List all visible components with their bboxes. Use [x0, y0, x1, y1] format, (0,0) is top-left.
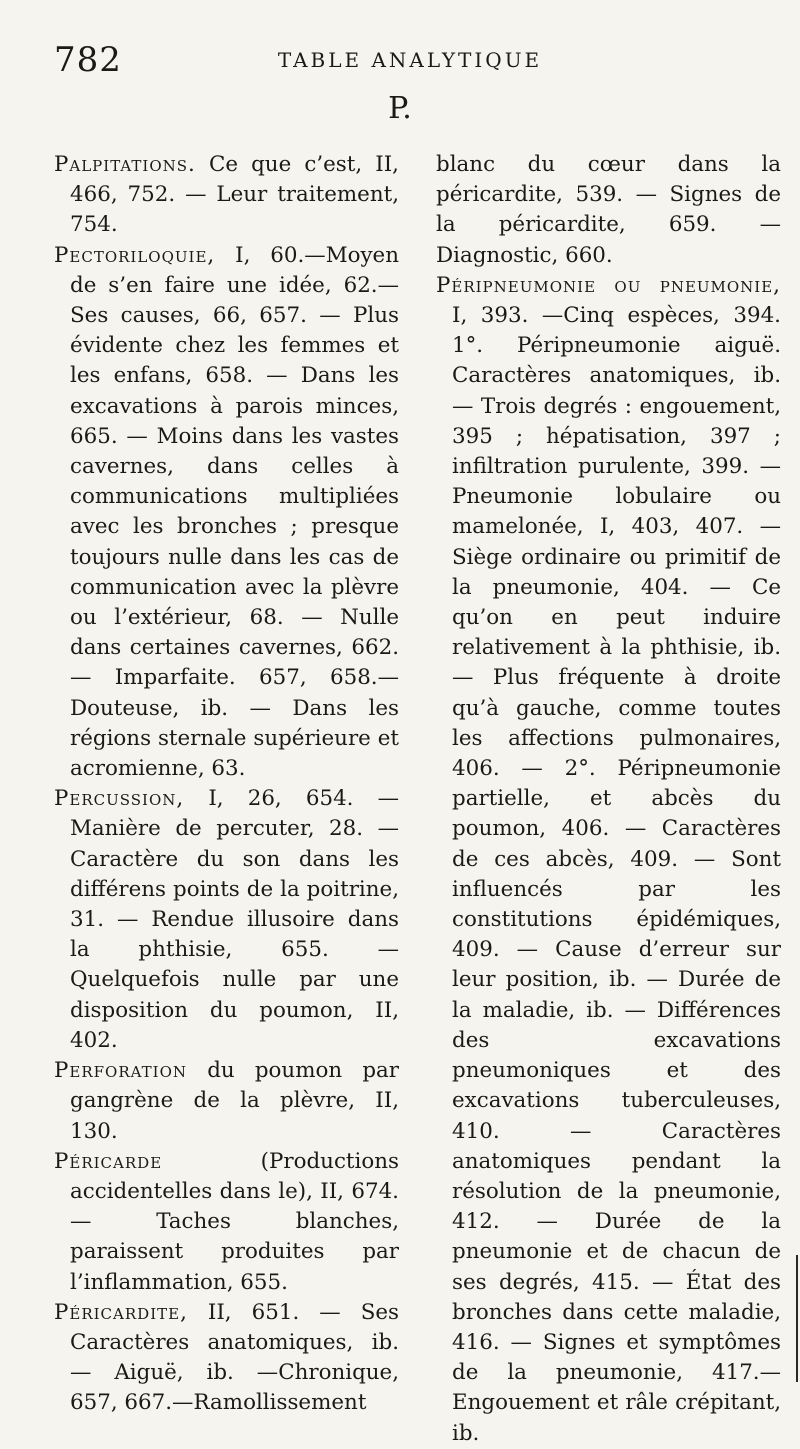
index-entry	[54, 784, 399, 1056]
entry-text: I, 60.—Moyen de s’en faire une idée, 62.— Ses causes, 66, 657. — Plus évidente chez les femmes et les enfans, 658. — Dans les excavations à parois minces, 665. — Moins dans les vastes cavernes, dans celles à communications multipliées avec les bronches ; presque toujours nulle dans les cas de communication avec la plèvre ou l’extérieur, 68. — Nulle dans certaines cavernes, 662. — Imparfaite. 657, 658.—Douteuse, ib. — Dans les régions sternale supérieure et acromienne, 63.	[70, 242, 399, 782]
entry-text: du poumon par gangrène de la plèvre, II, 130.	[70, 1058, 399, 1144]
index-entry	[436, 271, 781, 1449]
index-entry-continued	[436, 150, 781, 271]
entry-head: Percussion,	[54, 786, 185, 812]
index-entry	[54, 241, 399, 785]
left-column	[54, 150, 399, 1419]
entry-text: I, 26, 654. —Manière de percuter, 28. — Caractère du son dans les différens points de la poitrine, 31. — Rendue illusoire dans la phthisie, 655. — Quelquefois nulle par une disposition du poumon, II, 402.	[70, 786, 399, 1053]
entry-head: Péripneumonie ou pneumonie,	[436, 272, 781, 298]
running-head: TABLE ANALYTIQUE	[277, 48, 543, 72]
section-letter: P.	[388, 91, 412, 126]
entry-head: Perforation	[54, 1058, 188, 1084]
entry-text: II, 651. — Ses Caractères anatomiques, ib. — Aiguë, ib. —Chronique, 657, 667.—Ramollissement	[70, 1299, 399, 1416]
entry-text: I, 393. —Cinq espèces, 394. 1°. Péripneumonie aiguë. Caractères anatomiques, ib. — Trois degrés : engouement, 395 ; hépatisation, 397 ; infiltration purulente, 399. — Pneumonie lobulaire ou mamelonée, I, 403, 407. — Siège ordinaire ou primitif de la pneumonie, 404. — Ce qu’on en peut induire relativement à la phthisie, ib. — Plus fréquente à droite qu’à gauche, comme toutes les affections pulmonaires, 406. — 2°. Péripneumonie partielle, et abcès du poumon, 406. — Caractères de ces abcès, 409. — Sont influencés par les constitutions épidémiques, 409. — Cause d’erreur sur leur position, ib. — Durée de la maladie, ib. — Différences des excavations pneumoniques et des excavations tuberculeuses, 410. — Caractères anatomiques pendant la résolution de la pneumonie, 412. — Durée de la pneumonie et de chacun de ses degrés, 415. — État des bronches dans cette maladie, 416. — Signes et symptômes de la pneumonie, 417.—Engouement et râle crépitant, ib.	[452, 303, 781, 1446]
page-edge-shadow	[796, 1255, 798, 1382]
right-column	[436, 150, 781, 1449]
index-entry	[54, 1147, 399, 1298]
entry-head: Péricardite,	[54, 1299, 188, 1325]
page-number: 782	[54, 40, 122, 80]
page-header	[54, 40, 774, 80]
entry-head: Palpitations.	[54, 152, 196, 177]
entry-text: (Productions accidentelles dans le), II, 674. — Taches blanches, paraissent produites par l’inflammation, 655.	[70, 1148, 399, 1295]
index-entry	[54, 150, 399, 241]
entry-head: Péricarde	[54, 1148, 163, 1174]
entry-text: blanc du cœur dans la péricardite, 539. — Signes de la péricardite, 659. — Diagnostic, 660.	[436, 152, 781, 268]
entry-text: Ce que c’est, II, 466, 752. — Leur traitement, 754.	[70, 152, 399, 238]
entry-head: Pectoriloquie,	[54, 242, 216, 268]
index-entry	[54, 1056, 399, 1147]
index-entry	[54, 1298, 399, 1419]
